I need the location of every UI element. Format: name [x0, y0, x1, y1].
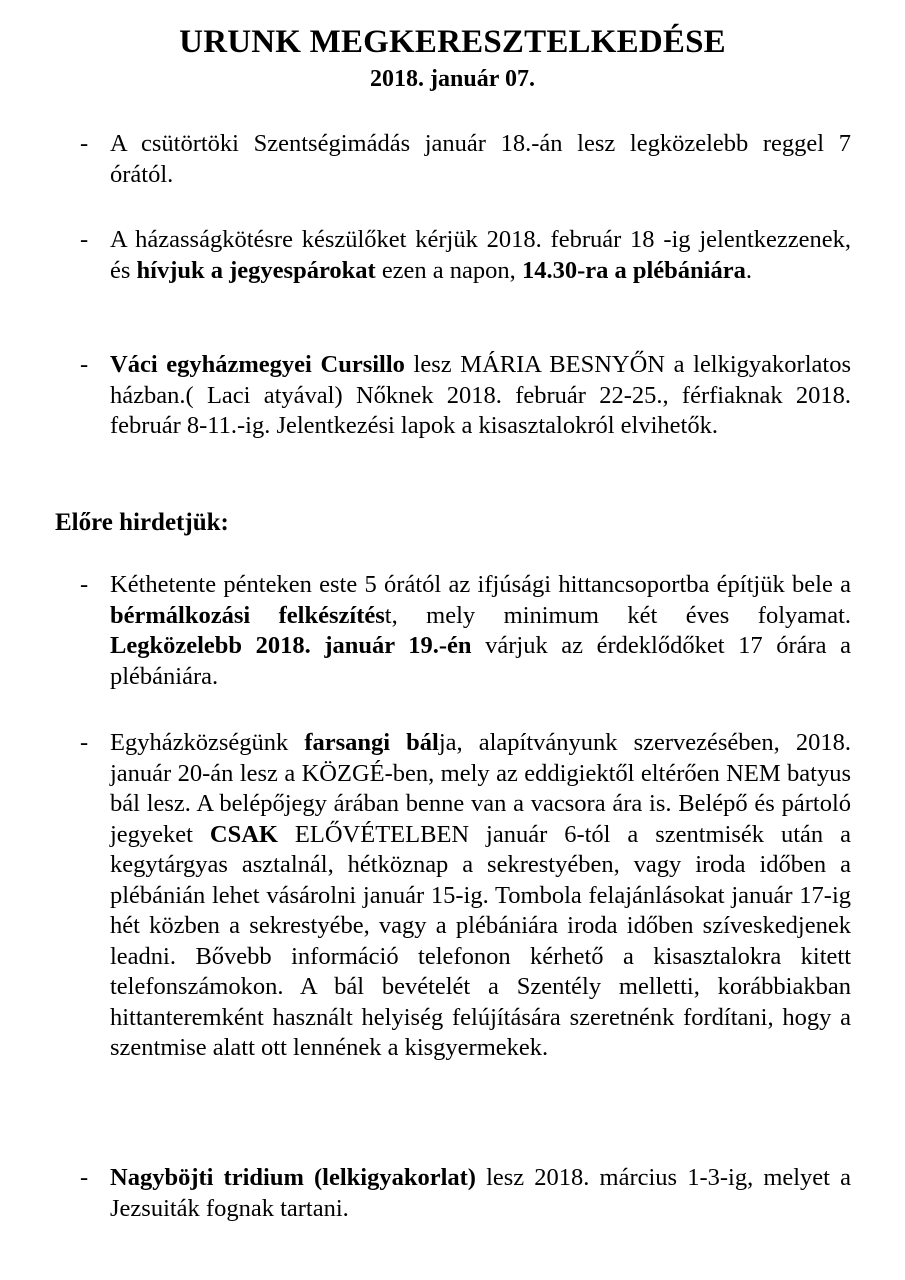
- item-text: Kéthetente pénteken este 5 órától az ifjúsági hittancsoportba építjük bele a: [110, 571, 851, 598]
- item-text: Egyházközségünk: [110, 729, 305, 756]
- bullet-dash: -: [80, 1164, 89, 1191]
- announcement-item: [110, 129, 851, 190]
- item-bold-text: Váci egyházmegyei Cursillo: [110, 351, 405, 378]
- announcement-item: [110, 225, 851, 286]
- bullet-dash: -: [80, 226, 89, 253]
- item-bold-text: Legközelebb 2018. január 19.-én: [110, 632, 472, 659]
- item-bold-text: hívjuk a jegyespárokat: [136, 256, 376, 284]
- item-text: lesz 2018. március 1-3-ig, melyet a Jezsuiták fognak tartani.: [110, 1164, 851, 1222]
- item-text: ELŐVÉTELBEN január 6-tól a szentmisék után a kegytárgyas asztalnál, hétköznap a sekrestyében, vagy iroda időben a plébánián lehet vásárolni január 15-ig. Tombola felajánlásokat január 17-ig hét közben a sekrestyébe, vagy a plébániára iroda időben szíveskedjenek leadni. Bővebb információ telefonon kérhető a kisasztalokra kitett telefonszámokon. A bál bevételét a Szentély melletti, korábbiakban hittanteremként használt helyiség felújítására szeretnénk fordítani, hogy a szentmise alatt ott lennének a kisgyermekek.: [110, 820, 851, 1061]
- item-text: ja, alapítványunk szervezésében, 2018. január 20-án lesz a KÖZGÉ-ben, mely az eddigiektől eltérően NEM batyus bál lesz. A belépőjegy árában benne van a vacsora ára is. Belépő és pártoló jegyeket: [110, 729, 852, 848]
- item-text: ezen a napon,: [375, 256, 522, 284]
- item-bold-text: 14.30-ra a plébániára: [521, 256, 746, 284]
- item-bold-text: Nagyböjti tridium (lelkigyakorlat): [110, 1164, 476, 1191]
- section-heading: Előre hirdetjük:: [55, 509, 229, 536]
- announcement-item: [110, 1163, 851, 1224]
- bullet-dash: -: [80, 729, 89, 756]
- bullet-dash: -: [80, 130, 89, 157]
- announcement-item: [110, 570, 851, 692]
- bullet-dash: -: [80, 351, 89, 378]
- bullet-dash: -: [80, 571, 89, 598]
- item-text: A házasságkötésre készülőket kérjük 2018. február 18 -ig jelentkezzenek, és: [110, 226, 851, 284]
- item-text: .: [745, 256, 752, 284]
- item-bold-text: CSAK: [209, 820, 278, 848]
- item-bold-text: bérmálkozási felkészítés: [110, 601, 385, 629]
- item-text: várjuk az érdeklődőket 17 órára a plébániára.: [110, 632, 851, 690]
- page-title: URUNK MEGKERESZTELKEDÉSE: [179, 24, 726, 60]
- item-text: A csütörtöki Szentségimádás január 18.-án lesz legközelebb reggel 7 órától.: [110, 130, 851, 188]
- announcement-item: [110, 350, 851, 442]
- announcement-item: [110, 728, 851, 1064]
- item-bold-text: farsangi bál: [304, 729, 439, 756]
- page-date: 2018. január 07.: [370, 66, 535, 92]
- item-text: t, mely minimum két éves folyamat.: [384, 601, 851, 629]
- item-text: lesz MÁRIA BESNYŐN a lelkigyakorlatos házban.( Laci atyával) Nőknek 2018. február 22-25., férfiaknak 2018. február 8-11.-ig. Jelentkezési lapok a kisasztalokról elvihetők.: [110, 351, 851, 439]
